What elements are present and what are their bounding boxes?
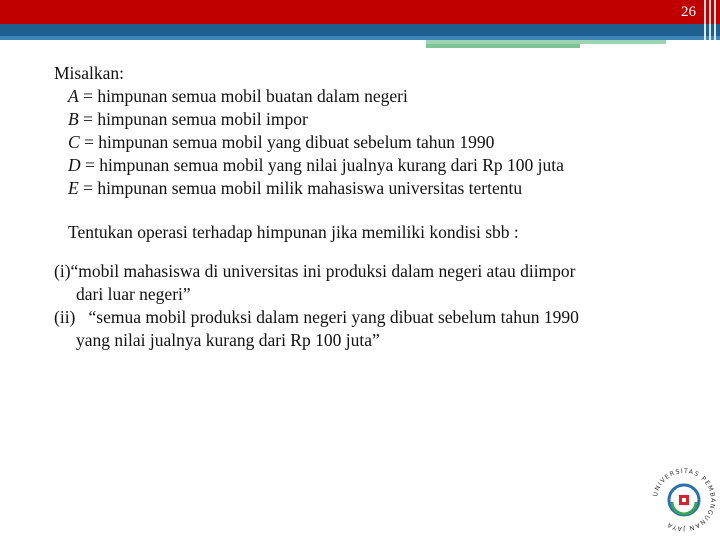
page-number: 26 [681, 4, 696, 20]
slide-content [54, 62, 674, 352]
definition-c [54, 131, 674, 154]
header-vertical-lines [702, 0, 716, 48]
item-number: (ii) [54, 307, 76, 327]
condition-item-2 [54, 306, 674, 329]
set-letter: A [68, 86, 79, 106]
definition-text: = himpunan semua mobil impor [78, 109, 308, 129]
set-letter: C [68, 132, 80, 152]
definition-d [54, 154, 674, 177]
definition-b [54, 108, 674, 131]
item-number: (i) [54, 261, 71, 281]
set-letter: E [68, 178, 79, 198]
definition-e [54, 177, 674, 200]
question-text: Tentukan operasi terhadap himpunan jika memiliki kondisi sbb : [68, 222, 519, 242]
svg-text:UNIVERSITAS PEMBANGUNAN JAYA: UNIVERSITAS PEMBANGUNAN JAYA [652, 467, 717, 533]
definition-text: = himpunan semua mobil buatan dalam negeri [78, 86, 408, 106]
definition-text: = himpunan semua mobil yang dibuat sebelum tahun 1990 [79, 132, 495, 152]
item-text-continuation: yang nilai jualnya kurang dari Rp 100 juta” [76, 330, 380, 350]
header-blue-bar [0, 24, 720, 36]
item-text: “mobil mahasiswa di universitas ini produksi dalam negeri atau diimpor [70, 261, 576, 281]
university-logo [650, 466, 718, 534]
item-text: “semua mobil produksi dalam negeri yang dibuat sebelum tahun 1990 [75, 307, 579, 327]
item-text-continuation: dari luar negeri” [76, 284, 191, 304]
definition-text: = himpunan semua mobil milik mahasiswa universitas tertentu [78, 178, 523, 198]
condition-item-1 [54, 260, 674, 283]
intro-text: Misalkan: [54, 63, 124, 83]
header-red-bar [0, 0, 720, 24]
definition-a [54, 85, 674, 108]
set-letter: D [68, 155, 81, 175]
definition-text: = himpunan semua mobil yang nilai jualnya kurang dari Rp 100 juta [80, 155, 564, 175]
set-letter: B [68, 109, 79, 129]
header-green-strip-short [426, 44, 580, 48]
